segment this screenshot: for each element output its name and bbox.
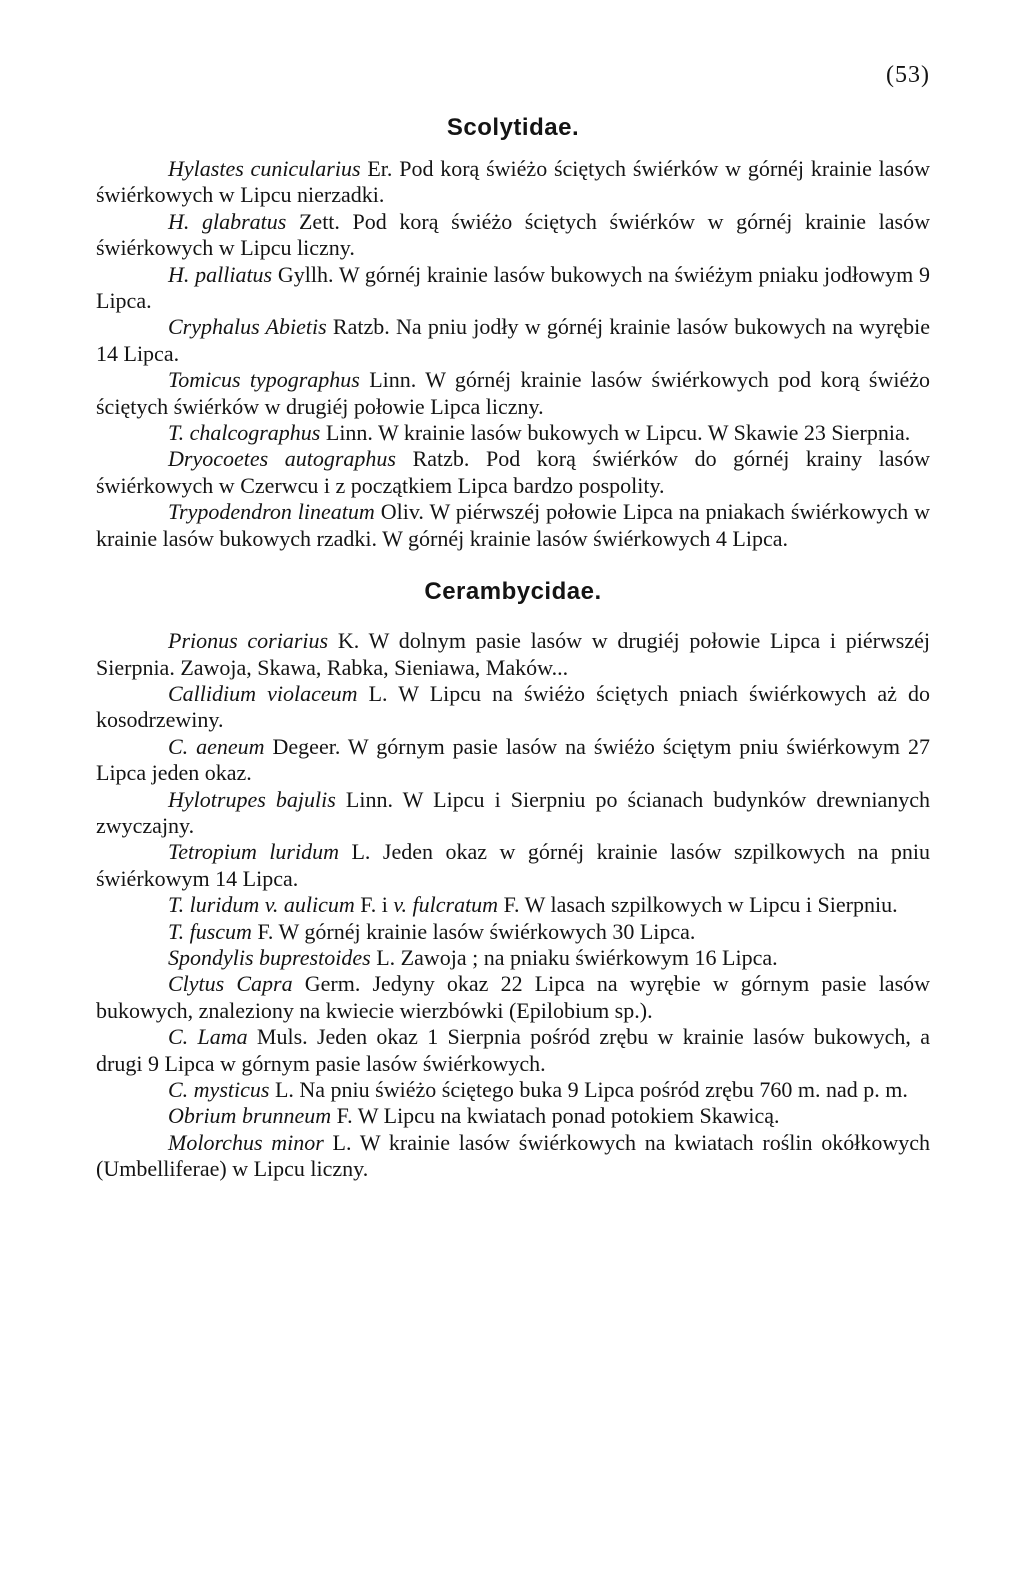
section-heading: Cerambycidae.: [424, 578, 602, 606]
species-author: Oliv.: [380, 499, 424, 525]
species-name: H. glabratus: [168, 208, 287, 234]
entry-text: W piérwszéj połowie Lipca na pniakach świérkowych w krainie lasów bukowych rzadki. W górnéj krainie lasów świérkowych 4 Lipca.: [96, 499, 931, 551]
species-entry: [96, 367, 930, 420]
species-author: Muls.: [256, 1024, 308, 1050]
species-entry: [96, 628, 930, 681]
entry-text: W górnym pasie lasów na świéżo ściętym pniu świérkowym 27 Lipca jeden okaz.: [96, 733, 930, 786]
entry-text: W Lipcu i Sierpniu po ścianach budynków drewnianych zwyczajny.: [96, 786, 931, 838]
species-name: T. chalcographus: [168, 420, 321, 446]
species-entry: [96, 499, 930, 552]
document-page: [96, 62, 930, 1183]
species-name: Dryocoetes autographus: [168, 446, 396, 472]
species-entry: [96, 839, 930, 892]
species-author: Degeer.: [272, 733, 341, 759]
species-author: L.: [274, 1077, 294, 1102]
species-author: F.: [257, 918, 274, 944]
entry-text: Pod korą świéżo ściętych świérków w górnéj krainie lasów świérkowych w Lipcu liczny.: [96, 208, 931, 261]
entry-text: W krainie lasów bukowych w Lipcu. W Skawie 23 Sierpnia.: [378, 420, 911, 446]
species-entry: [96, 787, 930, 840]
species-author: Germ.: [304, 971, 361, 997]
species-entry: [96, 734, 930, 787]
species-name: Spondylis buprestoides: [168, 944, 371, 970]
species-name: C. Lama: [168, 1024, 248, 1050]
entry-text: Jeden okaz 1 Sierpnia pośród zrębu w krainie lasów bukowych, a drugi 9 Lipca w górnym pasie lasów świérkowych.: [96, 1024, 930, 1076]
species-name: T. luridum v. aulicum: [168, 892, 355, 918]
entry-text: W górnéj krainie lasów świérkowych 30 Lipca.: [278, 918, 696, 944]
species-author: F.: [336, 1103, 353, 1129]
species-name: Hylastes cunicularius: [168, 156, 361, 181]
species-entry: [96, 314, 930, 367]
species-entry: [96, 262, 930, 315]
species-author: Gyllh.: [277, 261, 334, 287]
species-entry: [96, 209, 930, 262]
species-entry: [96, 971, 930, 1024]
species-author: L.: [376, 944, 396, 970]
species-name: Cryphalus Abietis: [168, 314, 327, 340]
species-name: T. fuscum: [168, 918, 252, 944]
species-entry: [96, 945, 930, 971]
entry-text: Pod korą świéżo ściętych świérków w górnéj krainie lasów świérkowych w Lipcu nierzadki.: [96, 156, 931, 208]
species-name: Tetropium luridum: [168, 839, 339, 865]
species-entry: [96, 1103, 930, 1129]
species-author: L.: [332, 1129, 352, 1155]
species-entry: [96, 446, 930, 499]
entry-text: W lasach szpilkowych w Lipcu i Sierpniu.: [524, 892, 898, 918]
entry-text: W górnéj krainie lasów bukowych na świéżym pniaku jodłowym 9 Lipca.: [96, 261, 931, 314]
species-variety-author: F.: [503, 892, 520, 918]
entry-text: Zawoja ; na pniaku świérkowym 16 Lipca.: [400, 944, 778, 970]
section-scolytidae: [96, 62, 930, 552]
species-name: Hylotrupes bajulis: [168, 786, 336, 812]
entry-text: W górnéj krainie lasów świérkowych pod korą świéżo ściętych świérków w drugiéj połowie Lipca liczny.: [96, 367, 931, 419]
species-author: Linn.: [345, 786, 393, 812]
species-author: Ratzb.: [332, 314, 390, 340]
section-cerambycidae: [96, 552, 930, 1183]
entry-text: Na pniu świéżo ściętego buka 9 Lipca pośród zrębu 760 m. nad p. m.: [299, 1077, 908, 1102]
species-author: K.: [337, 628, 360, 654]
species-name: Molorchus minor: [168, 1129, 324, 1155]
entry-text: Na pniu jodły w górnéj krainie lasów bukowych na wyrębie 14 Lipca.: [96, 314, 931, 366]
species-author: Zett.: [298, 208, 340, 234]
page-number: (53): [886, 62, 930, 88]
species-name: C. aeneum: [168, 733, 265, 759]
species-entry: [96, 892, 930, 918]
species-author: F. i: [360, 892, 388, 918]
species-entry: [96, 156, 930, 209]
species-name: H. palliatus: [168, 261, 273, 287]
species-author: Linn.: [369, 367, 417, 393]
species-author: L.: [368, 680, 388, 706]
species-variety-name: v. fulcratum: [393, 892, 499, 918]
species-entry: [96, 1024, 930, 1077]
section-heading: Scolytidae.: [446, 114, 580, 141]
species-entry: [96, 420, 930, 446]
species-author: Er.: [367, 156, 393, 181]
species-entry: [96, 919, 930, 945]
species-author: Ratzb.: [412, 446, 470, 472]
entry-text: W Lipcu na kwiatach ponad potokiem Skawicą.: [357, 1103, 780, 1129]
entry-text: Pod korą świérków do górnéj krainy lasów świérkowych w Czerwcu i z początkiem Lipca bardzo pospolity.: [96, 446, 931, 498]
species-name: Clytus Capra: [168, 971, 293, 997]
species-name: Callidium violaceum: [168, 680, 358, 706]
species-name: Obrium brunneum: [168, 1103, 332, 1129]
species-name: Trypodendron lineatum: [168, 499, 375, 525]
species-entry: [96, 681, 930, 734]
entry-text: W dolnym pasie lasów w drugiéj połowie Lipca i piérwszéj Sierpnia. Zawoja, Skawa, Rabka, Sieniawa, Maków...: [96, 628, 930, 680]
species-name: C. mysticus: [168, 1077, 270, 1102]
entry-text: W Lipcu na świéżo ściętych pniach świérkowych aż do kosodrzewiny.: [96, 680, 931, 733]
species-entry: [96, 1130, 930, 1183]
species-author: Linn.: [325, 420, 373, 446]
species-name: Prionus coriarius: [168, 628, 329, 654]
entry-text: W krainie lasów świérkowych na kwiatach roślin okółkowych (Umbelliferae) w Lipcu liczny.: [96, 1129, 930, 1182]
entry-text: Jeden okaz w górnéj krainie lasów szpilkowych na pniu świérkowym 14 Lipca.: [96, 839, 930, 891]
entry-text: Jedyny okaz 22 Lipca na wyrębie w górnym pasie lasów bukowych, znaleziony na kwiecie wierzbówki (Epilobium sp.).: [96, 971, 931, 1023]
species-name: Tomicus typographus: [168, 367, 360, 393]
species-author: L.: [351, 839, 371, 865]
species-entry: [96, 1077, 930, 1103]
